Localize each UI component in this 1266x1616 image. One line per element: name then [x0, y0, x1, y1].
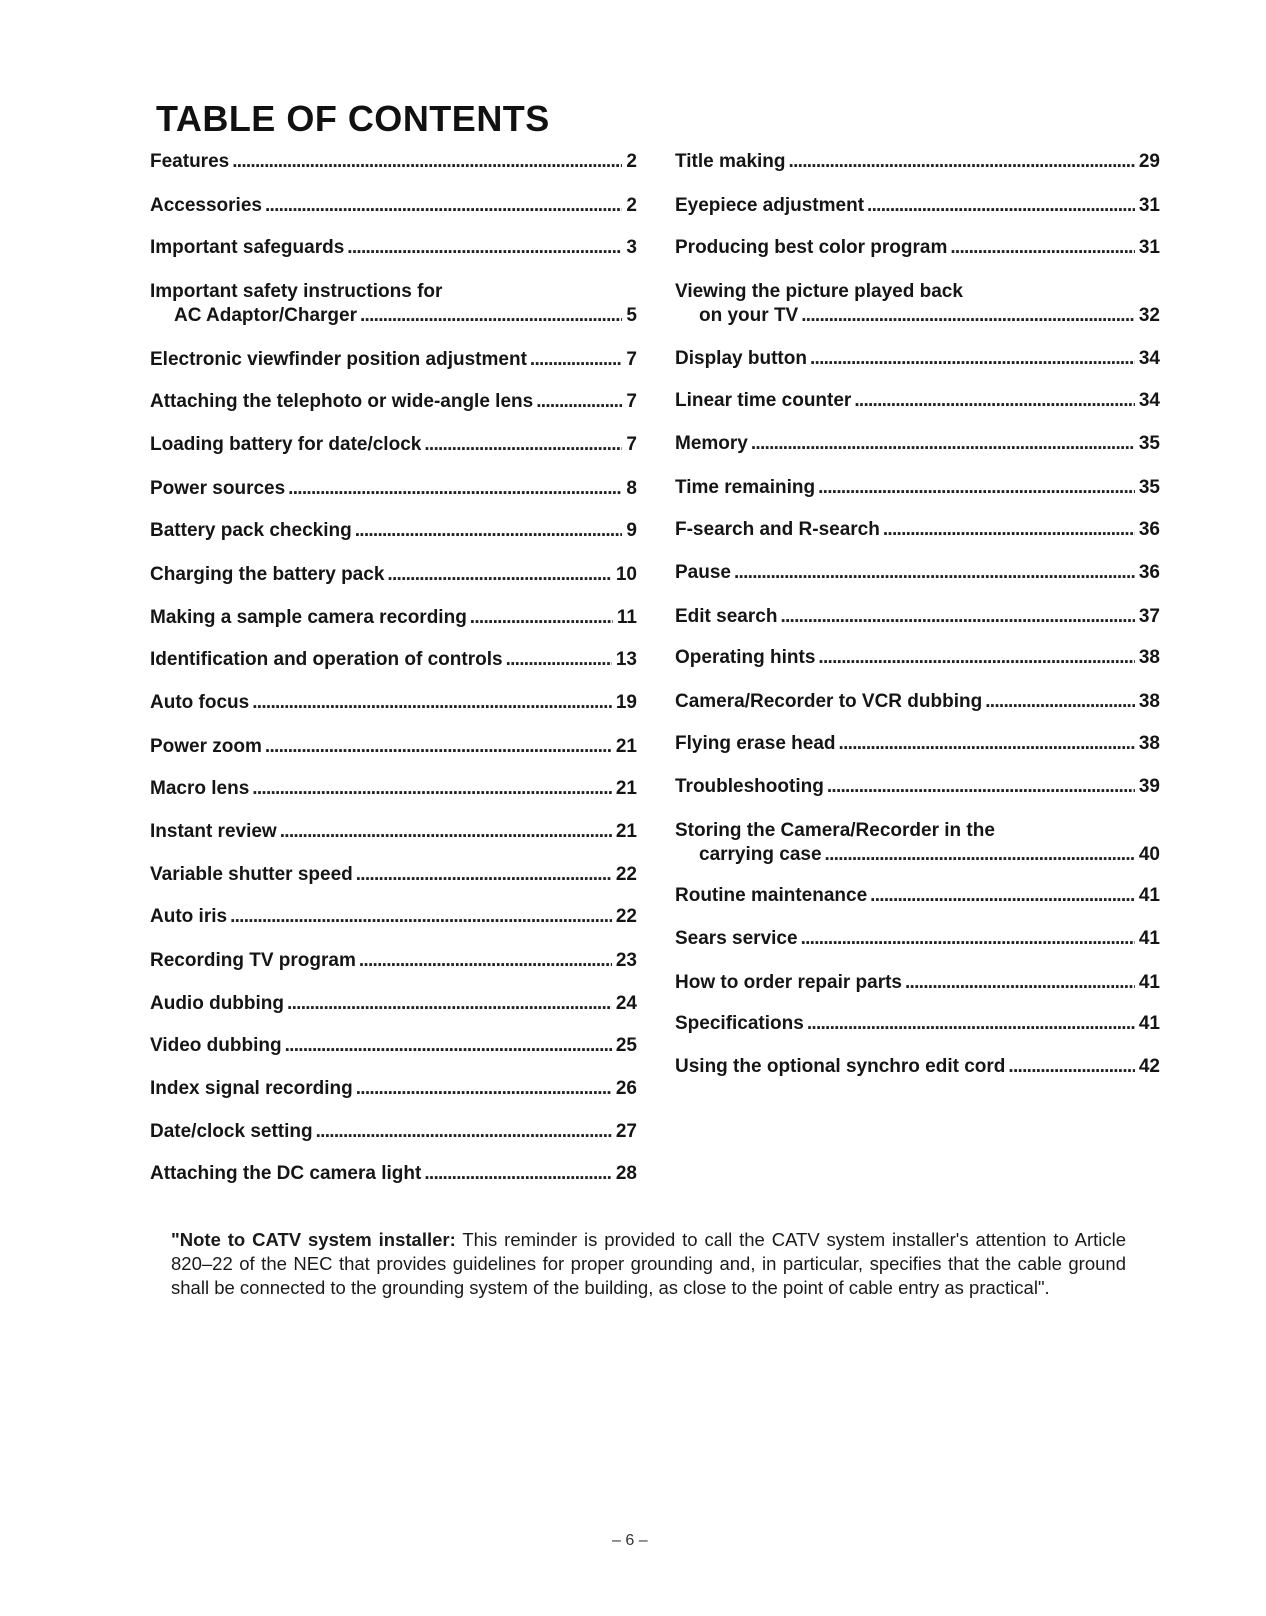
toc-entry [150, 606, 637, 630]
toc-entry-label: Attaching the telephoto or wide-angle lens [150, 391, 534, 412]
toc-entry [150, 1077, 637, 1101]
dot-leader [950, 236, 1134, 260]
toc-entry-page-number: 37 [1138, 606, 1160, 627]
toc-entry-label: Specifications [675, 1013, 804, 1034]
toc-entry-label: Battery pack checking [150, 520, 352, 541]
toc-entry-label: Title making [675, 151, 786, 172]
dot-leader [230, 905, 612, 929]
toc-entry [150, 390, 637, 414]
toc-entry-page-number: 3 [626, 237, 637, 258]
toc-entry-label: Variable shutter speed [150, 864, 353, 885]
toc-entry [150, 280, 637, 328]
toc-entry-page-number: 8 [626, 478, 637, 499]
dot-leader [883, 518, 1135, 542]
toc-entry-page-number: 38 [1138, 733, 1160, 754]
dot-leader [470, 606, 613, 630]
toc-entry [675, 561, 1160, 585]
toc-entry [675, 971, 1160, 995]
toc-entry [150, 735, 637, 759]
dot-leader [751, 432, 1135, 456]
dot-leader [825, 843, 1135, 867]
toc-entry [150, 777, 637, 801]
toc-entry [675, 389, 1160, 413]
toc-entry-label: on your TV [699, 305, 799, 326]
dot-leader [285, 1034, 612, 1058]
toc-entry [150, 563, 637, 587]
toc-entry-page-number: 21 [615, 778, 637, 799]
toc-entry [150, 194, 637, 218]
toc-entry [675, 194, 1160, 218]
toc-entry [150, 905, 637, 929]
dot-leader [316, 1120, 612, 1144]
dot-leader [265, 735, 612, 759]
toc-entry-label: Memory [675, 433, 748, 454]
dot-leader [288, 477, 622, 501]
toc-entry-label: Troubleshooting [675, 776, 824, 797]
toc-entry-label: Features [150, 151, 230, 172]
dot-leader [810, 347, 1135, 371]
toc-entry [675, 347, 1160, 371]
toc-entry-page-number: 21 [615, 821, 637, 842]
toc-entry-page-number: 34 [1138, 348, 1160, 369]
toc-entry-page-number: 7 [626, 434, 637, 455]
dot-leader [387, 563, 611, 587]
toc-entry-page-number: 7 [626, 349, 637, 370]
toc-entry-label: Auto focus [150, 692, 250, 713]
toc-entry-page-number: 41 [1138, 885, 1160, 906]
dot-leader [818, 646, 1134, 670]
dot-leader [536, 390, 622, 414]
dot-leader [801, 304, 1135, 328]
dot-leader [424, 433, 622, 457]
toc-entry-label: Auto iris [150, 906, 228, 927]
toc-entry [150, 348, 637, 372]
toc-entry-page-number: 11 [616, 607, 637, 628]
toc-entry-label: Attaching the DC camera light [150, 1163, 422, 1184]
dot-leader [347, 236, 622, 260]
toc-entry [150, 992, 637, 1016]
toc-entry-page-number: 23 [615, 950, 637, 971]
toc-entry-page-number: 28 [615, 1163, 637, 1184]
toc-entry [150, 863, 637, 887]
toc-entry-page-number: 2 [626, 151, 637, 172]
dot-leader [985, 690, 1135, 714]
toc-entry-label: carrying case [699, 844, 822, 865]
toc-entry-page-number: 32 [1138, 305, 1160, 326]
toc-entry [675, 476, 1160, 500]
toc-entry-page-number: 26 [615, 1078, 637, 1099]
toc-entry-page-number: 21 [615, 736, 637, 757]
toc-entry-page-number: 35 [1138, 433, 1160, 454]
toc-entry [675, 280, 1160, 328]
toc-entry-label: Date/clock setting [150, 1121, 313, 1142]
toc-entry-label: Operating hints [675, 647, 816, 668]
toc-entry-page-number: 38 [1138, 647, 1160, 668]
toc-entry-label-line1: Storing the Camera/Recorder in the [675, 820, 995, 841]
toc-entry-page-number: 27 [615, 1121, 637, 1142]
toc-entry-label: Edit search [675, 606, 778, 627]
toc-entry [150, 1162, 637, 1186]
toc-entry-page-number: 5 [626, 305, 637, 326]
dot-leader [360, 304, 622, 328]
toc-entry [150, 1034, 637, 1058]
dot-leader [1008, 1055, 1134, 1079]
toc-entry-label: Linear time counter [675, 390, 852, 411]
dot-leader [827, 775, 1135, 799]
note-body: This reminder is provided to call the CATV system installer's attention to Article 820–22 of the NEC that provides guidelines for proper grounding and, in particular, specifies that the cable ground shall be connected to the grounding system of the building, as close to the point of cable entry as practical". [171, 1229, 1127, 1298]
page-title: TABLE OF CONTENTS [156, 98, 550, 139]
toc-entry [150, 477, 637, 501]
toc-entry-page-number: 40 [1138, 844, 1160, 865]
dot-leader [265, 194, 622, 218]
toc-entry-label: AC Adaptor/Charger [174, 305, 357, 326]
toc-entry-label: Accessories [150, 195, 262, 216]
toc-entry [675, 927, 1160, 951]
toc-entry-page-number: 41 [1138, 972, 1160, 993]
toc-entry-label: Charging the battery pack [150, 564, 385, 585]
toc-entry-label: Routine maintenance [675, 885, 868, 906]
dot-leader [854, 389, 1135, 413]
dot-leader [424, 1162, 612, 1186]
toc-entry [675, 605, 1160, 629]
toc-entry-label: F-search and R-search [675, 519, 880, 540]
dot-leader [359, 949, 612, 973]
toc-entry [150, 1120, 637, 1144]
toc-entry-label: Sears service [675, 928, 798, 949]
toc-entry [675, 646, 1160, 670]
toc-entry-page-number: 31 [1138, 237, 1160, 258]
dot-leader [734, 561, 1135, 585]
toc-entry [675, 518, 1160, 542]
toc-entry-label: Pause [675, 562, 731, 583]
toc-entry-page-number: 34 [1138, 390, 1160, 411]
toc-entry [675, 775, 1160, 799]
dot-leader [506, 648, 612, 672]
toc-entry-label: Identification and operation of controls [150, 649, 503, 670]
toc-entry-label: Video dubbing [150, 1035, 282, 1056]
toc-entry-page-number: 25 [615, 1035, 637, 1056]
toc-entry-page-number: 10 [615, 564, 637, 585]
toc-entry-page-number: 41 [1138, 928, 1160, 949]
toc-entry-page-number: 9 [626, 520, 637, 541]
toc-entry [150, 820, 637, 844]
dot-leader [356, 863, 612, 887]
toc-entry-label: Electronic viewfinder position adjustment [150, 349, 527, 370]
toc-entry [675, 1055, 1160, 1079]
dot-leader [287, 992, 612, 1016]
toc-entry-label: Index signal recording [150, 1078, 353, 1099]
toc-entry [675, 1012, 1160, 1036]
note-lead: "Note to CATV system installer: [171, 1229, 456, 1250]
dot-leader [818, 476, 1135, 500]
dot-leader [252, 777, 612, 801]
toc-entry [675, 884, 1160, 908]
dot-leader [356, 1077, 612, 1101]
toc-entry [150, 519, 637, 543]
toc-entry-label-line1: Viewing the picture played back [675, 281, 963, 302]
toc-entry [675, 236, 1160, 260]
dot-leader [789, 150, 1135, 174]
toc-entry-label: How to order repair parts [675, 972, 902, 993]
toc-entry [675, 690, 1160, 714]
catv-installer-note [171, 1228, 1126, 1300]
toc-entry-page-number: 39 [1138, 776, 1160, 797]
toc-entry-label: Flying erase head [675, 733, 836, 754]
toc-entry-label: Audio dubbing [150, 993, 285, 1014]
toc-entry-page-number: 41 [1138, 1013, 1160, 1034]
toc-entry [675, 732, 1160, 756]
dot-leader [780, 605, 1134, 629]
toc-entry-label: Recording TV program [150, 950, 356, 971]
toc-entry-label: Loading battery for date/clock [150, 434, 422, 455]
toc-entry [150, 150, 637, 174]
toc-entry-label: Producing best color program [675, 237, 948, 258]
toc-entry-page-number: 19 [615, 692, 637, 713]
toc-entry-label: Time remaining [675, 477, 816, 498]
toc-entry-page-number: 29 [1138, 151, 1160, 172]
dot-leader [870, 884, 1135, 908]
toc-entry [150, 433, 637, 457]
toc-entry-label: Important safeguards [150, 237, 345, 258]
toc-entry-page-number: 7 [626, 391, 637, 412]
toc-entry-label: Making a sample camera recording [150, 607, 467, 628]
toc-entry-label: Using the optional synchro edit cord [675, 1056, 1006, 1077]
toc-entry [675, 819, 1160, 867]
toc-entry-label: Eyepiece adjustment [675, 195, 865, 216]
toc-entry [150, 691, 637, 715]
dot-leader [355, 519, 623, 543]
toc-entry [675, 150, 1160, 174]
toc-entry [675, 432, 1160, 456]
toc-entry-page-number: 38 [1138, 691, 1160, 712]
toc-entry-label-line1: Important safety instructions for [150, 281, 443, 302]
toc-entry [150, 949, 637, 973]
toc-entry-label: Display button [675, 348, 807, 369]
toc-entry-label: Camera/Recorder to VCR dubbing [675, 691, 983, 712]
dot-leader [252, 691, 612, 715]
toc-entry-page-number: 24 [615, 993, 637, 1014]
toc-entry [150, 648, 637, 672]
toc-entry-label: Macro lens [150, 778, 250, 799]
dot-leader [232, 150, 622, 174]
dot-leader [807, 1012, 1135, 1036]
toc-entry-page-number: 36 [1138, 519, 1160, 540]
toc-entry-page-number: 31 [1138, 195, 1160, 216]
toc-entry-page-number: 22 [615, 906, 637, 927]
toc-entry-label: Power zoom [150, 736, 262, 757]
dot-leader [905, 971, 1135, 995]
toc-entry [150, 236, 637, 260]
toc-entry-page-number: 22 [615, 864, 637, 885]
toc-entry-page-number: 36 [1138, 562, 1160, 583]
toc-entry-page-number: 13 [615, 649, 637, 670]
dot-leader [839, 732, 1135, 756]
dot-leader [280, 820, 612, 844]
toc-entry-label: Instant review [150, 821, 277, 842]
toc-entry-page-number: 35 [1138, 477, 1160, 498]
page-number: – 6 – [612, 1532, 648, 1549]
toc-entry-label: Power sources [150, 478, 286, 499]
toc-entry-page-number: 42 [1138, 1056, 1160, 1077]
dot-leader [801, 927, 1135, 951]
dot-leader [530, 348, 623, 372]
toc-entry-page-number: 2 [626, 195, 637, 216]
dot-leader [867, 194, 1135, 218]
